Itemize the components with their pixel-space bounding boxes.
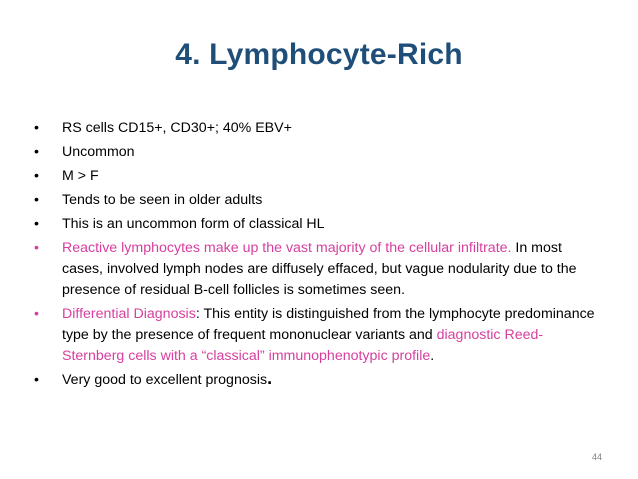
bullet-text: . <box>430 348 435 364</box>
page-number: 44 <box>591 452 602 462</box>
list-item <box>34 370 604 391</box>
list-item <box>34 190 604 211</box>
bullet-marker: • <box>34 144 39 160</box>
list-item <box>34 166 604 187</box>
bullet-text: RS cells CD15+, CD30+; 40% EBV+ <box>62 120 292 136</box>
bullet-marker: • <box>34 168 39 184</box>
bullet-text: In most cases, involved lymph nodes are diffusely effaced, but vague nodularity due to the presence of residual B-cell follicles is sometimes seen. <box>62 240 577 298</box>
bullet-marker: • <box>34 240 39 256</box>
list-item <box>34 304 604 367</box>
bullet-marker: • <box>34 192 39 208</box>
bullet-text: Uncommon <box>62 144 135 160</box>
bullet-text: This is an uncommon form of classical HL <box>62 216 325 232</box>
highlighted-text: Reactive lymphocytes make up the vast majority of the cellular infiltrate. <box>62 240 512 256</box>
bullet-text: Very good to excellent prognosis <box>62 372 268 388</box>
bullet-text: Tends to be seen in older adults <box>62 192 263 208</box>
list-item <box>34 118 604 139</box>
slide-title: 4. Lymphocyte-Rich <box>175 38 463 71</box>
list-item <box>34 142 604 163</box>
highlighted-text: Differential Diagnosis <box>62 306 196 322</box>
bullet-text: : This entity is distinguished from the lymphocyte predominance type by the presence of frequent mononuclear variants and <box>62 306 595 343</box>
bullet-text: M > F <box>62 168 99 184</box>
bullet-marker: • <box>34 216 39 232</box>
bullet-marker: • <box>34 120 39 136</box>
list-item <box>34 238 604 301</box>
bullet-marker: • <box>34 306 39 322</box>
highlighted-text: diagnostic Reed-Sternberg cells with a “classical” immunophenotypic profile <box>62 327 544 364</box>
list-item <box>34 214 604 235</box>
bullet-marker: • <box>34 372 39 388</box>
bullet-list <box>34 118 604 394</box>
bullet-text: . <box>267 368 273 388</box>
